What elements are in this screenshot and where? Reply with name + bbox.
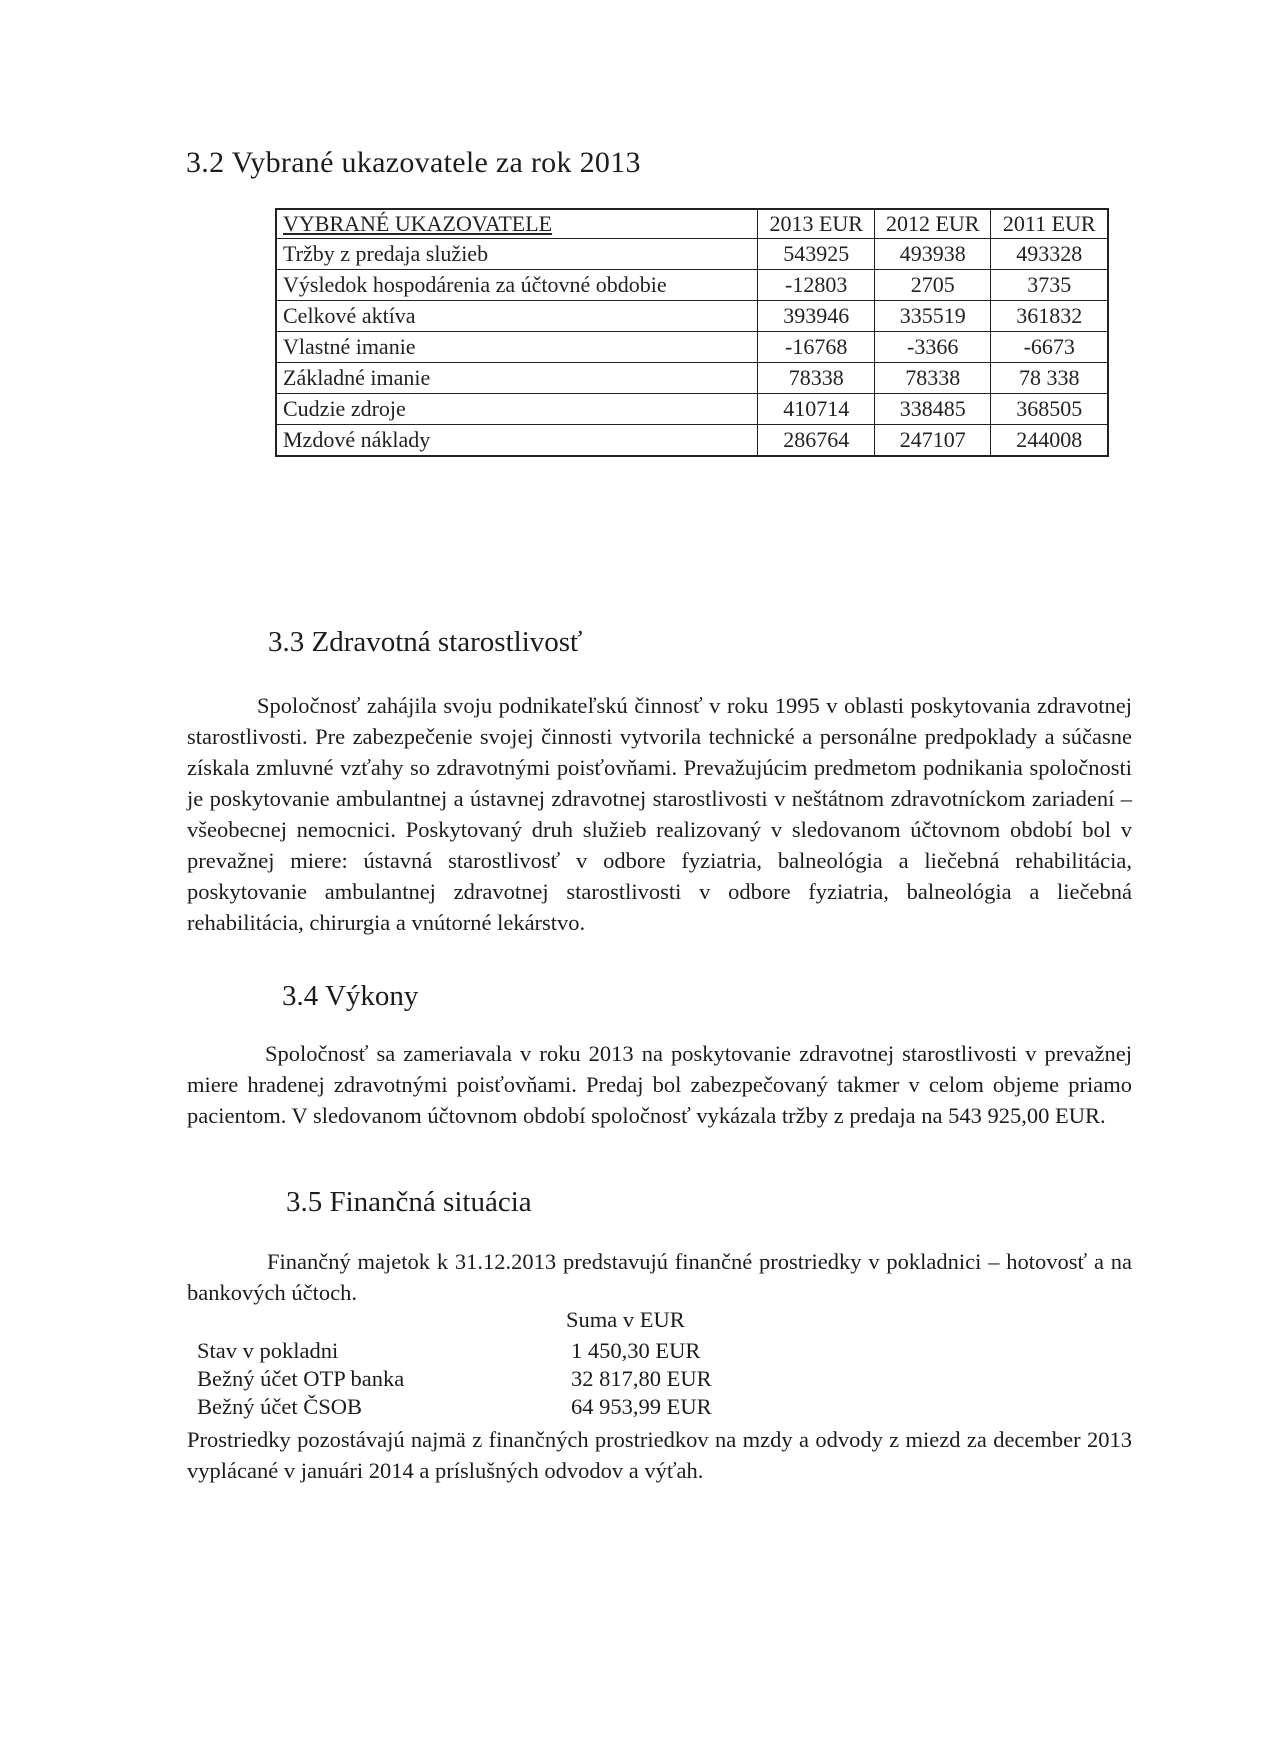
table-header-cell: 2011 EUR	[991, 209, 1108, 239]
section-heading-3-4: 3.4 Výkony	[282, 980, 419, 1012]
finance-row	[197, 1366, 797, 1396]
table-cell: 393946	[758, 301, 875, 332]
sum-column-header: Suma v EUR	[566, 1307, 685, 1332]
table-cell: -12803	[758, 270, 875, 301]
paragraph-performance: Spoločnosť sa zameriavala v roku 2013 na poskytovanie zdravotnej starostlivosti v prevažnej miere hradenej zdravotnými poisťovňami. Predaj bol zabezpečovaný takmer v celom objeme priamo pacientom. V sledovanom účtovnom období spoločnosť vykázala tržby z predaja na 543 925,00 EUR.	[187, 1041, 1132, 1128]
finance-row	[197, 1338, 797, 1368]
table-header-cell: VYBRANÉ UKAZOVATELE	[276, 209, 758, 239]
table-cell: Mzdové náklady	[276, 425, 758, 457]
table-cell: 368505	[991, 394, 1108, 425]
table-cell: 410714	[758, 394, 875, 425]
finance-label: Bežný účet ČSOB	[197, 1394, 362, 1419]
finance-label: Stav v pokladni	[197, 1338, 339, 1363]
paragraph-health-care: Spoločnosť zahájila svoju podnikateľskú činnosť v roku 1995 v oblasti poskytovania zdravotnej starostlivosti. Pre zabezpečenie svojej činnosti vytvorila technické a personálne predpoklady a súčasne získala zmluvné vzťahy so zdravotnými poisťovňami. Prevažujúcim predmetom podnikania spoločnosti je poskytovanie ambulantnej a ústavnej zdravotnej starostlivosti v neštátnom zdravotníckom zariadení – všeobecnej nemocnici. Poskytovaný druh služieb realizovaný v sledovanom účtovnom období bol v prevažnej miere: ústavná starostlivosť v odbore fyziatria, balneológia a liečebná rehabilitácia, poskytovanie ambulantnej zdravotnej starostlivosti v odbore fyziatria, balneológia a liečebná rehabilitácia, chirurgia a vnútorné lekárstvo.	[187, 693, 1132, 935]
table-cell: 361832	[991, 301, 1108, 332]
table-row	[276, 363, 1108, 394]
table-cell: 493938	[874, 239, 991, 270]
paragraph-financial-assets: Finančný majetok k 31.12.2013 predstavujú finančné prostriedky v pokladnici – hotovosť a na bankových účtoch.	[187, 1249, 1132, 1305]
table-row	[276, 332, 1108, 363]
table-cell: 338485	[874, 394, 991, 425]
table-row	[276, 301, 1108, 332]
section-heading-3-5: 3.5 Finančná situácia	[286, 1186, 532, 1218]
table-header-cell: 2013 EUR	[758, 209, 875, 239]
table-cell: 335519	[874, 301, 991, 332]
finance-row	[197, 1394, 797, 1424]
section-heading-3-2: 3.2 Vybrané ukazovatele za rok 2013	[186, 146, 641, 179]
table-cell: -3366	[874, 332, 991, 363]
table-cell: Výsledok hospodárenia za účtovné obdobie	[276, 270, 758, 301]
table-cell: 78338	[758, 363, 875, 394]
table-row	[276, 270, 1108, 301]
table-header-cell: 2012 EUR	[874, 209, 991, 239]
table-cell: Základné imanie	[276, 363, 758, 394]
table-row	[276, 425, 1108, 457]
paragraph-funds-note: Prostriedky pozostávajú najmä z finančných prostriedkov na mzdy a odvody z miezd za december 2013 vyplácané v januári 2014 a príslušných odvodov a výťah.	[187, 1427, 1132, 1483]
table-cell: Vlastné imanie	[276, 332, 758, 363]
table-cell: Celkové aktíva	[276, 301, 758, 332]
table-cell: -16768	[758, 332, 875, 363]
table-cell: 3735	[991, 270, 1108, 301]
table-cell: 286764	[758, 425, 875, 457]
finance-value: 1 450,30 EUR	[571, 1338, 701, 1363]
table-cell: 493328	[991, 239, 1108, 270]
table-cell: 78338	[874, 363, 991, 394]
finance-value: 64 953,99 EUR	[571, 1394, 712, 1419]
table-cell: 247107	[874, 425, 991, 457]
finance-label: Bežný účet OTP banka	[197, 1366, 405, 1391]
table-cell: 78 338	[991, 363, 1108, 394]
section-heading-3-3: 3.3 Zdravotná starostlivosť	[268, 626, 583, 658]
table-header-row	[276, 209, 1108, 239]
table-cell: 244008	[991, 425, 1108, 457]
table-cell: Cudzie zdroje	[276, 394, 758, 425]
table-cell: -6673	[991, 332, 1108, 363]
table-cell: 543925	[758, 239, 875, 270]
table-row	[276, 394, 1108, 425]
table-cell: 2705	[874, 270, 991, 301]
table-row	[276, 239, 1108, 270]
indicators-table	[275, 208, 1109, 457]
finance-value: 32 817,80 EUR	[571, 1366, 712, 1391]
table-cell: Tržby z predaja služieb	[276, 239, 758, 270]
